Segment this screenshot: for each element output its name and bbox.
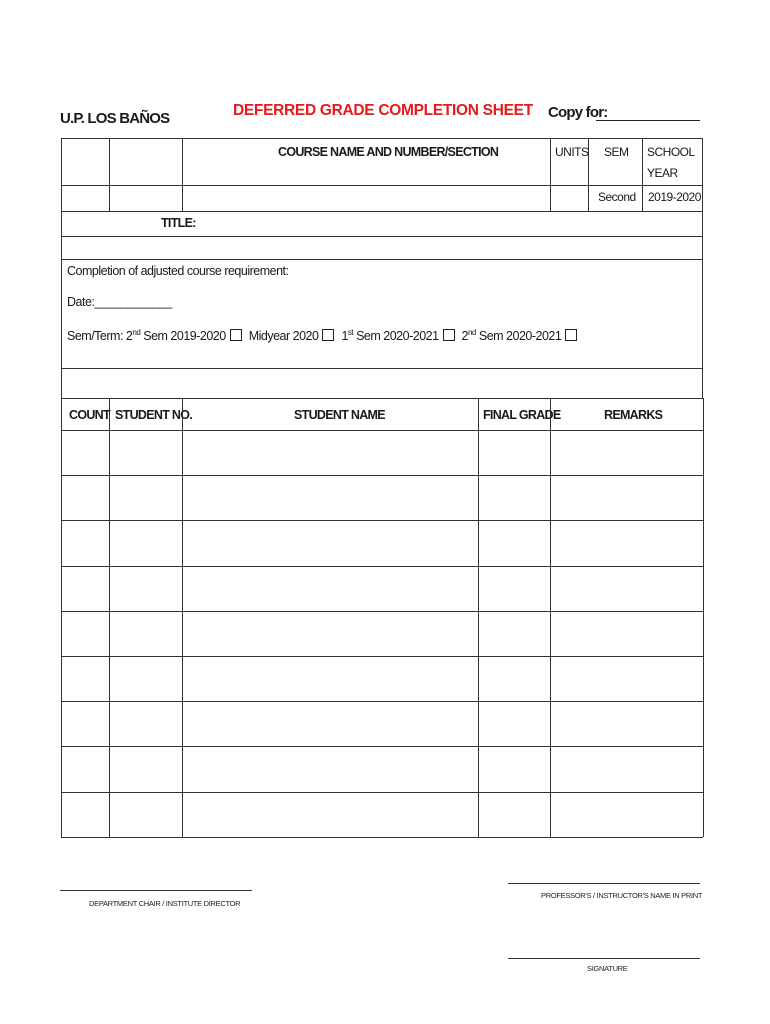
count-cell[interactable] [62,431,108,474]
copy-for-label: Copy for: [548,104,608,121]
date-row [67,295,172,309]
count-cell[interactable] [62,702,108,745]
final-grade-cell[interactable] [479,747,549,790]
checkbox-option-4[interactable] [565,329,577,341]
sem-term-label: Sem/Term: [67,329,123,343]
sem-term-option-2: Midyear 2020 [248,329,319,343]
notes-field[interactable] [62,369,701,397]
count-cell[interactable] [62,476,108,519]
checkbox-option-1[interactable] [230,329,242,341]
student-name-cell[interactable] [183,657,477,700]
count-cell[interactable] [62,793,108,836]
student-name-cell[interactable] [183,431,477,474]
count-header: COUNT [69,408,110,422]
student-no-cell[interactable] [110,521,181,564]
remarks-cell[interactable] [551,521,702,564]
remarks-cell[interactable] [551,793,702,836]
student-no-cell[interactable] [110,612,181,655]
professor-name-label: PROFESSOR'S / INSTRUCTOR'S NAME IN PRINT [541,891,703,900]
completion-label: Completion of adjusted course requirement: [67,264,289,278]
title-field[interactable] [62,237,701,258]
student-no-cell[interactable] [110,747,181,790]
title-label: TITLE: [161,216,196,230]
course-cell-4[interactable] [110,186,181,210]
course-name-header: COURSE NAME AND NUMBER/SECTION [278,145,499,159]
copy-for-field[interactable] [596,120,700,121]
remarks-cell[interactable] [551,612,702,655]
final-grade-cell[interactable] [479,521,549,564]
final-grade-header: FINAL GRADE [483,408,561,422]
final-grade-cell[interactable] [479,702,549,745]
school-year-header-line1: SCHOOL [647,145,695,159]
student-name-cell[interactable] [183,567,477,610]
final-grade-cell[interactable] [479,476,549,519]
final-grade-cell[interactable] [479,431,549,474]
remarks-cell[interactable] [551,476,702,519]
signature-label: SIGNATURE [587,964,628,973]
final-grade-cell[interactable] [479,793,549,836]
sem-header: SEM [604,145,629,159]
student-no-cell[interactable] [110,567,181,610]
student-name-cell[interactable] [183,793,477,836]
institution-name: U.P. LOS BAÑOS [60,110,170,127]
units-header: UNITS [555,145,589,159]
count-cell[interactable] [62,521,108,564]
date-label: Date: [67,295,95,309]
remarks-cell[interactable] [551,747,702,790]
count-cell[interactable] [62,657,108,700]
student-name-cell[interactable] [183,476,477,519]
course-name-field[interactable] [183,186,549,210]
student-no-cell[interactable] [110,793,181,836]
student-no-cell[interactable] [110,702,181,745]
final-grade-cell[interactable] [479,657,549,700]
student-name-cell[interactable] [183,612,477,655]
student-name-cell[interactable] [183,702,477,745]
sem-term-row [67,328,581,343]
remarks-cell[interactable] [551,567,702,610]
course-cell-3[interactable] [62,186,108,210]
sem-term-option-4: 2nd Sem 2020-2021 [461,328,562,343]
professor-name-line[interactable] [508,883,700,884]
student-no-cell[interactable] [110,657,181,700]
count-cell[interactable] [62,747,108,790]
student-no-cell[interactable] [110,431,181,474]
checkbox-option-2[interactable] [322,329,334,341]
student-name-header: STUDENT NAME [294,408,385,422]
course-cell-2[interactable] [110,139,181,184]
checkbox-option-3[interactable] [443,329,455,341]
final-grade-cell[interactable] [479,612,549,655]
remarks-cell[interactable] [551,702,702,745]
student-name-cell[interactable] [183,521,477,564]
dept-chair-signature-line[interactable] [60,890,252,891]
final-grade-cell[interactable] [479,567,549,610]
course-cell-1[interactable] [62,139,108,184]
student-no-cell[interactable] [110,476,181,519]
count-cell[interactable] [62,612,108,655]
student-no-header: STUDENT NO. [115,408,193,422]
remarks-cell[interactable] [551,657,702,700]
sem-term-option-1: 2nd Sem 2019-2020 [125,328,226,343]
document-title: DEFERRED GRADE COMPLETION SHEET [233,102,533,119]
remarks-cell[interactable] [551,431,702,474]
count-cell[interactable] [62,567,108,610]
date-field[interactable]: ____________ [94,295,172,309]
school-year-value: 2019-2020 [648,190,701,204]
school-year-header-line2: YEAR [647,166,678,180]
dept-chair-label: DEPARTMENT CHAIR / INSTITUTE DIRECTOR [89,899,241,908]
signature-line[interactable] [508,958,700,959]
student-name-cell[interactable] [183,747,477,790]
sem-value: Second [598,190,636,204]
remarks-header: REMARKS [604,408,663,422]
sem-term-option-3: 1st Sem 2020-2021 [341,328,439,343]
units-field[interactable] [551,186,587,210]
